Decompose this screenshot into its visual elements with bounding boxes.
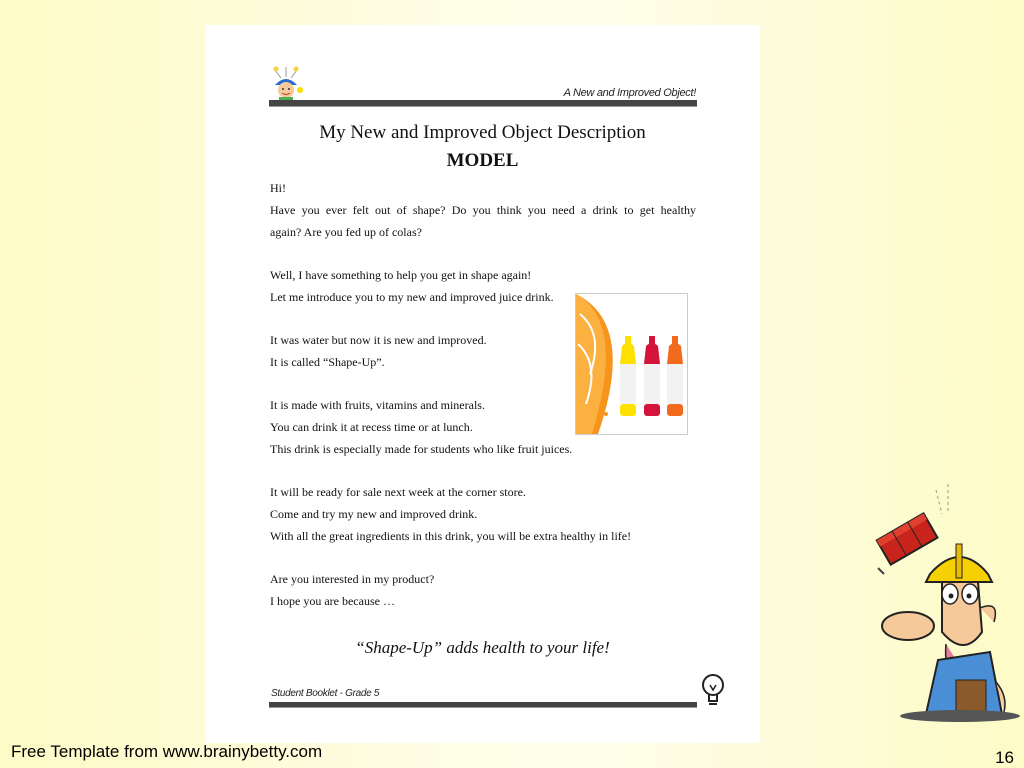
header-title: A New and Improved Object! [563, 87, 696, 99]
body-line: Have you ever felt out of shape? Do you think you need a drink to get healthy [270, 203, 696, 217]
slogan: “Shape-Up” adds health to your life! [355, 638, 610, 657]
body-line: You can drink it at recess time or at lunch. [270, 420, 473, 434]
body-line: It is made with fruits, vitamins and minerals. [270, 398, 485, 412]
document-page [205, 25, 760, 743]
footer-rule [269, 702, 697, 708]
slide-page-number: 16 [995, 748, 1014, 767]
body-line: With all the great ingredients in this drink, you will be extra healthy in life! [270, 529, 632, 543]
lightbulb-icon [698, 670, 728, 710]
footer-title: Student Booklet - Grade 5 [271, 688, 380, 699]
bottle-yellow [620, 336, 636, 416]
body-line: Let me introduce you to my new and improved juice drink. [270, 290, 554, 304]
body-line: This drink is especially made for students who like fruit juices. [270, 442, 573, 456]
body-line: Well, I have something to help you get in shape again! [270, 268, 532, 282]
construction-worker-brick-icon [870, 482, 1020, 724]
document-subtitle: MODEL [446, 150, 519, 171]
document-title: My New and Improved Object Description [319, 122, 646, 143]
body-line: again? Are you fed up of colas? [270, 225, 422, 239]
slide-footer-source: Free Template from www.brainybetty.com [11, 742, 323, 761]
body-line: I hope you are because … [270, 594, 395, 608]
juice-bottles-image [575, 293, 688, 435]
body-line: It will be ready for sale next week at the corner store. [270, 485, 526, 499]
body-line: Are you interested in my product? [270, 572, 435, 586]
header-rule [269, 100, 697, 107]
body-line: Hi! [270, 181, 286, 195]
bottle-red [644, 336, 660, 416]
bottle-orange [667, 336, 683, 416]
body-line: It is called “Shape-Up”. [270, 355, 385, 369]
body-line: Come and try my new and improved drink. [270, 507, 478, 521]
body-line: It was water but now it is new and improved. [270, 333, 487, 347]
